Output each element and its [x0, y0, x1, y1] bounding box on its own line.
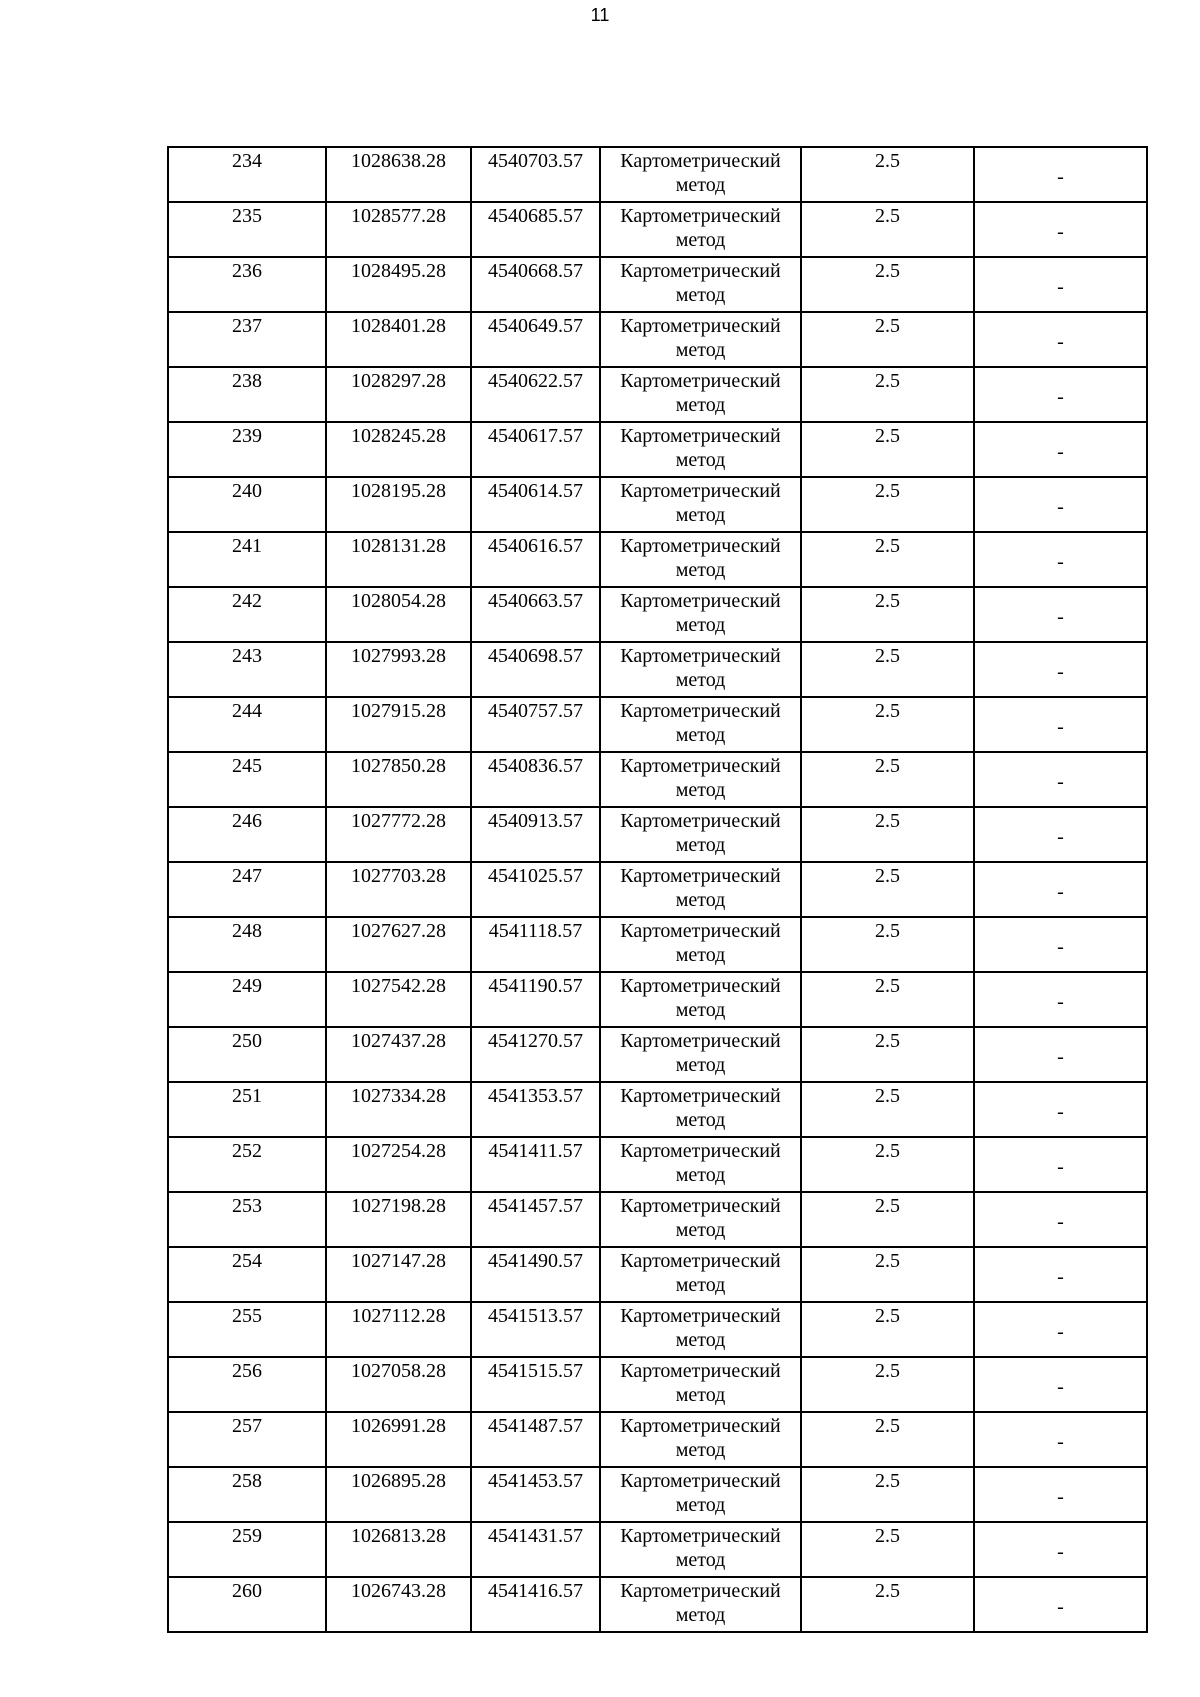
table-row	[168, 257, 1147, 312]
y-coordinate-cell: 4540757.57	[471, 697, 600, 752]
point-number-cell: 257	[168, 1412, 326, 1467]
accuracy-cell: 2.5	[801, 1302, 974, 1357]
table-row	[168, 1247, 1147, 1302]
note-cell: -	[974, 257, 1147, 312]
method-cell: Картометрический метод	[600, 477, 801, 532]
method-cell: Картометрический метод	[600, 1577, 801, 1632]
y-coordinate-cell: 4541190.57	[471, 972, 600, 1027]
note-cell: -	[974, 1412, 1147, 1467]
y-coordinate-cell: 4541270.57	[471, 1027, 600, 1082]
y-coordinate-cell: 4540685.57	[471, 202, 600, 257]
method-cell: Картометрический метод	[600, 587, 801, 642]
note-cell: -	[974, 642, 1147, 697]
method-cell: Картометрический метод	[600, 642, 801, 697]
y-coordinate-cell: 4541515.57	[471, 1357, 600, 1412]
point-number-cell: 241	[168, 532, 326, 587]
accuracy-cell: 2.5	[801, 1357, 974, 1412]
point-number-cell: 242	[168, 587, 326, 642]
note-cell: -	[974, 202, 1147, 257]
note-cell: -	[974, 587, 1147, 642]
y-coordinate-cell: 4541431.57	[471, 1522, 600, 1577]
table-row	[168, 312, 1147, 367]
x-coordinate-cell: 1027058.28	[326, 1357, 471, 1412]
accuracy-cell: 2.5	[801, 312, 974, 367]
table-row	[168, 367, 1147, 422]
table-row	[168, 1522, 1147, 1577]
accuracy-cell: 2.5	[801, 972, 974, 1027]
note-cell: -	[974, 1357, 1147, 1412]
x-coordinate-cell: 1027334.28	[326, 1082, 471, 1137]
y-coordinate-cell: 4540836.57	[471, 752, 600, 807]
note-cell: -	[974, 422, 1147, 477]
method-cell: Картометрический метод	[600, 257, 801, 312]
method-cell: Картометрический метод	[600, 1302, 801, 1357]
note-cell: -	[974, 697, 1147, 752]
table-row	[168, 202, 1147, 257]
accuracy-cell: 2.5	[801, 1137, 974, 1192]
accuracy-cell: 2.5	[801, 367, 974, 422]
method-cell: Картометрический метод	[600, 1247, 801, 1302]
note-cell: -	[974, 1247, 1147, 1302]
x-coordinate-cell: 1027112.28	[326, 1302, 471, 1357]
method-cell: Картометрический метод	[600, 147, 801, 202]
y-coordinate-cell: 4540616.57	[471, 532, 600, 587]
x-coordinate-cell: 1027254.28	[326, 1137, 471, 1192]
note-cell: -	[974, 477, 1147, 532]
method-cell: Картометрический метод	[600, 697, 801, 752]
table-row	[168, 532, 1147, 587]
x-coordinate-cell: 1028297.28	[326, 367, 471, 422]
note-cell: -	[974, 532, 1147, 587]
y-coordinate-cell: 4540913.57	[471, 807, 600, 862]
point-number-cell: 254	[168, 1247, 326, 1302]
y-coordinate-cell: 4540703.57	[471, 147, 600, 202]
accuracy-cell: 2.5	[801, 1577, 974, 1632]
x-coordinate-cell: 1026743.28	[326, 1577, 471, 1632]
coordinates-table	[167, 146, 1148, 1633]
x-coordinate-cell: 1028054.28	[326, 587, 471, 642]
method-cell: Картометрический метод	[600, 1357, 801, 1412]
y-coordinate-cell: 4540614.57	[471, 477, 600, 532]
point-number-cell: 245	[168, 752, 326, 807]
point-number-cell: 259	[168, 1522, 326, 1577]
point-number-cell: 250	[168, 1027, 326, 1082]
method-cell: Картометрический метод	[600, 367, 801, 422]
method-cell: Картометрический метод	[600, 1412, 801, 1467]
point-number-cell: 248	[168, 917, 326, 972]
x-coordinate-cell: 1027198.28	[326, 1192, 471, 1247]
table-row	[168, 697, 1147, 752]
accuracy-cell: 2.5	[801, 752, 974, 807]
x-coordinate-cell: 1027850.28	[326, 752, 471, 807]
accuracy-cell: 2.5	[801, 422, 974, 477]
accuracy-cell: 2.5	[801, 642, 974, 697]
y-coordinate-cell: 4541118.57	[471, 917, 600, 972]
table-row	[168, 752, 1147, 807]
x-coordinate-cell: 1026991.28	[326, 1412, 471, 1467]
accuracy-cell: 2.5	[801, 1027, 974, 1082]
y-coordinate-cell: 4541487.57	[471, 1412, 600, 1467]
table-row	[168, 1137, 1147, 1192]
method-cell: Картометрический метод	[600, 1082, 801, 1137]
method-cell: Картометрический метод	[600, 972, 801, 1027]
method-cell: Картометрический метод	[600, 532, 801, 587]
accuracy-cell: 2.5	[801, 202, 974, 257]
note-cell: -	[974, 1027, 1147, 1082]
method-cell: Картометрический метод	[600, 1192, 801, 1247]
x-coordinate-cell: 1028495.28	[326, 257, 471, 312]
table-row	[168, 807, 1147, 862]
point-number-cell: 256	[168, 1357, 326, 1412]
table-row	[168, 1082, 1147, 1137]
y-coordinate-cell: 4541513.57	[471, 1302, 600, 1357]
point-number-cell: 240	[168, 477, 326, 532]
note-cell: -	[974, 1302, 1147, 1357]
method-cell: Картометрический метод	[600, 752, 801, 807]
x-coordinate-cell: 1027993.28	[326, 642, 471, 697]
note-cell: -	[974, 752, 1147, 807]
table-row	[168, 477, 1147, 532]
accuracy-cell: 2.5	[801, 1192, 974, 1247]
method-cell: Картометрический метод	[600, 422, 801, 477]
accuracy-cell: 2.5	[801, 1412, 974, 1467]
point-number-cell: 237	[168, 312, 326, 367]
table-row	[168, 862, 1147, 917]
table-row	[168, 1192, 1147, 1247]
point-number-cell: 246	[168, 807, 326, 862]
point-number-cell: 258	[168, 1467, 326, 1522]
accuracy-cell: 2.5	[801, 1082, 974, 1137]
y-coordinate-cell: 4540649.57	[471, 312, 600, 367]
x-coordinate-cell: 1027703.28	[326, 862, 471, 917]
x-coordinate-cell: 1028401.28	[326, 312, 471, 367]
table-row	[168, 422, 1147, 477]
point-number-cell: 253	[168, 1192, 326, 1247]
x-coordinate-cell: 1026895.28	[326, 1467, 471, 1522]
page-number: 11	[590, 5, 610, 25]
y-coordinate-cell: 4540668.57	[471, 257, 600, 312]
accuracy-cell: 2.5	[801, 1467, 974, 1522]
method-cell: Картометрический метод	[600, 862, 801, 917]
note-cell: -	[974, 1137, 1147, 1192]
note-cell: -	[974, 862, 1147, 917]
table-row	[168, 1302, 1147, 1357]
y-coordinate-cell: 4541411.57	[471, 1137, 600, 1192]
method-cell: Картометрический метод	[600, 202, 801, 257]
accuracy-cell: 2.5	[801, 147, 974, 202]
y-coordinate-cell: 4541025.57	[471, 862, 600, 917]
table-row	[168, 1577, 1147, 1632]
x-coordinate-cell: 1028638.28	[326, 147, 471, 202]
point-number-cell: 234	[168, 147, 326, 202]
point-number-cell: 247	[168, 862, 326, 917]
y-coordinate-cell: 4540617.57	[471, 422, 600, 477]
note-cell: -	[974, 367, 1147, 422]
note-cell: -	[974, 312, 1147, 367]
x-coordinate-cell: 1026813.28	[326, 1522, 471, 1577]
table-row	[168, 1357, 1147, 1412]
point-number-cell: 235	[168, 202, 326, 257]
method-cell: Картометрический метод	[600, 807, 801, 862]
accuracy-cell: 2.5	[801, 1522, 974, 1577]
x-coordinate-cell: 1028131.28	[326, 532, 471, 587]
accuracy-cell: 2.5	[801, 697, 974, 752]
note-cell: -	[974, 917, 1147, 972]
table-row	[168, 587, 1147, 642]
point-number-cell: 249	[168, 972, 326, 1027]
table-row	[168, 917, 1147, 972]
accuracy-cell: 2.5	[801, 477, 974, 532]
table-row	[168, 147, 1147, 202]
note-cell: -	[974, 1082, 1147, 1137]
x-coordinate-cell: 1027437.28	[326, 1027, 471, 1082]
point-number-cell: 238	[168, 367, 326, 422]
x-coordinate-cell: 1027147.28	[326, 1247, 471, 1302]
point-number-cell: 239	[168, 422, 326, 477]
point-number-cell: 243	[168, 642, 326, 697]
table-row	[168, 1467, 1147, 1522]
y-coordinate-cell: 4541416.57	[471, 1577, 600, 1632]
note-cell: -	[974, 1577, 1147, 1632]
method-cell: Картометрический метод	[600, 1027, 801, 1082]
point-number-cell: 251	[168, 1082, 326, 1137]
x-coordinate-cell: 1028195.28	[326, 477, 471, 532]
method-cell: Картометрический метод	[600, 312, 801, 367]
y-coordinate-cell: 4540622.57	[471, 367, 600, 422]
method-cell: Картометрический метод	[600, 1137, 801, 1192]
accuracy-cell: 2.5	[801, 587, 974, 642]
note-cell: -	[974, 1192, 1147, 1247]
accuracy-cell: 2.5	[801, 257, 974, 312]
method-cell: Картометрический метод	[600, 1467, 801, 1522]
accuracy-cell: 2.5	[801, 1247, 974, 1302]
y-coordinate-cell: 4541490.57	[471, 1247, 600, 1302]
y-coordinate-cell: 4541353.57	[471, 1082, 600, 1137]
table-row	[168, 1412, 1147, 1467]
note-cell: -	[974, 147, 1147, 202]
y-coordinate-cell: 4540663.57	[471, 587, 600, 642]
x-coordinate-cell: 1027627.28	[326, 917, 471, 972]
x-coordinate-cell: 1027772.28	[326, 807, 471, 862]
coordinates-table-body	[168, 147, 1147, 1632]
accuracy-cell: 2.5	[801, 807, 974, 862]
accuracy-cell: 2.5	[801, 917, 974, 972]
table-row	[168, 642, 1147, 697]
method-cell: Картометрический метод	[600, 1522, 801, 1577]
note-cell: -	[974, 972, 1147, 1027]
method-cell: Картометрический метод	[600, 917, 801, 972]
note-cell: -	[974, 1467, 1147, 1522]
point-number-cell: 252	[168, 1137, 326, 1192]
y-coordinate-cell: 4540698.57	[471, 642, 600, 697]
y-coordinate-cell: 4541457.57	[471, 1192, 600, 1247]
table-row	[168, 972, 1147, 1027]
x-coordinate-cell: 1027915.28	[326, 697, 471, 752]
x-coordinate-cell: 1027542.28	[326, 972, 471, 1027]
y-coordinate-cell: 4541453.57	[471, 1467, 600, 1522]
accuracy-cell: 2.5	[801, 532, 974, 587]
point-number-cell: 244	[168, 697, 326, 752]
note-cell: -	[974, 807, 1147, 862]
note-cell: -	[974, 1522, 1147, 1577]
x-coordinate-cell: 1028245.28	[326, 422, 471, 477]
accuracy-cell: 2.5	[801, 862, 974, 917]
point-number-cell: 260	[168, 1577, 326, 1632]
point-number-cell: 255	[168, 1302, 326, 1357]
point-number-cell: 236	[168, 257, 326, 312]
table-row	[168, 1027, 1147, 1082]
x-coordinate-cell: 1028577.28	[326, 202, 471, 257]
